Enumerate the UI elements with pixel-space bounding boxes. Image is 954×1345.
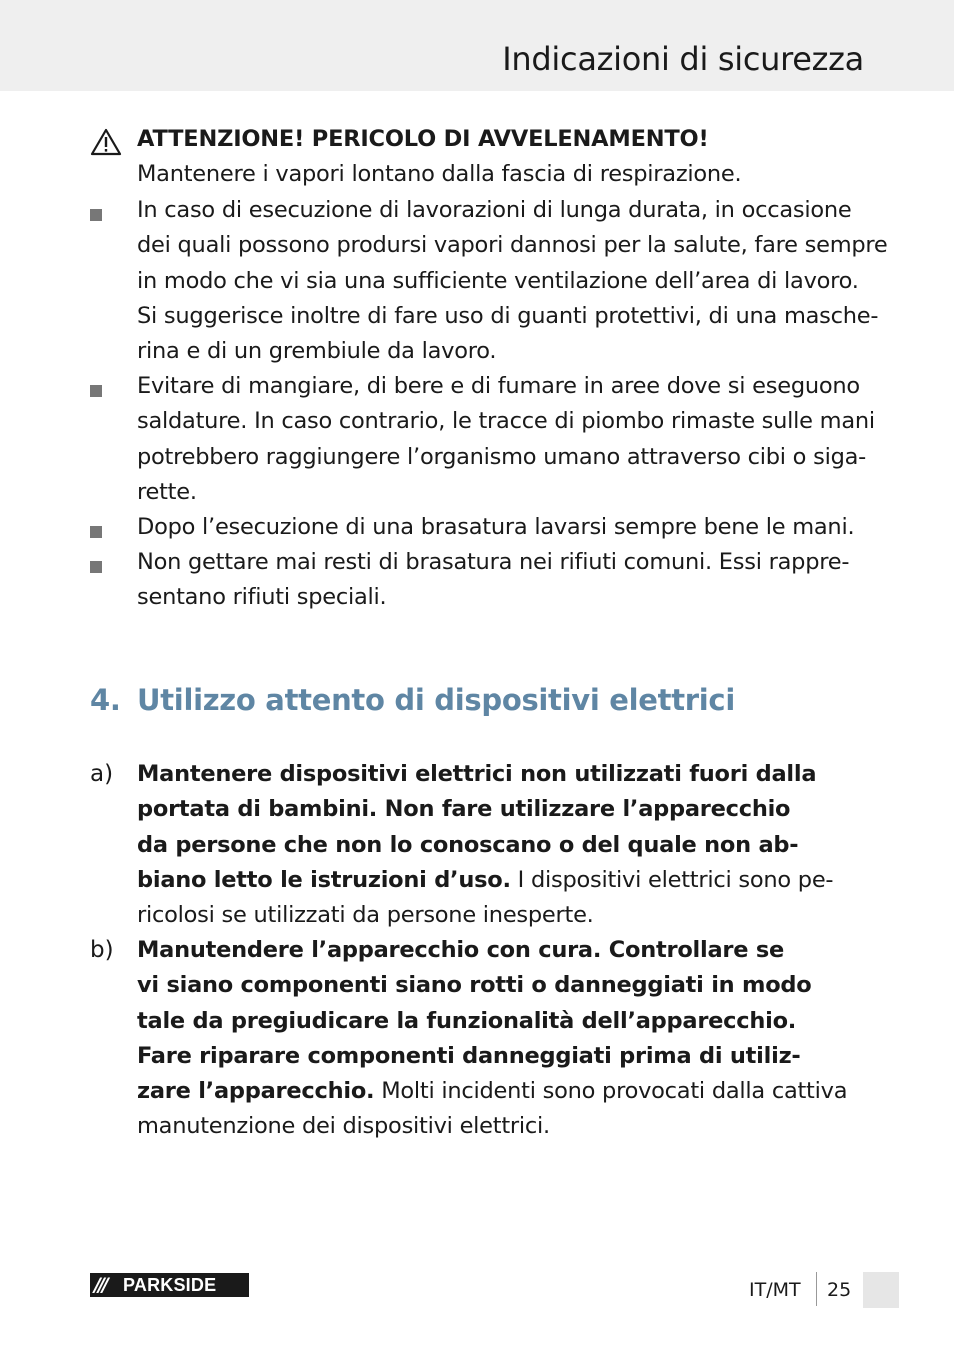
item-line [137,1039,872,1074]
item-line [137,863,872,898]
item-bold-text: vi siano componenti siano rotti o danneggiati in modo [137,972,812,999]
logo-slashes: /// [94,1274,106,1296]
bullet-line: dei quali possono prodursi vapori dannosi per la salute, fare sempre [137,232,888,259]
page-title: Indicazioni di sicurezza [502,40,864,78]
item-line [137,757,872,792]
section-heading [90,683,735,717]
warning-title: ATTENZIONE! PERICOLO DI AVVELENAMENTO! [137,126,709,152]
item-text [137,757,872,933]
bullet-line: Non gettare mai resti di brasatura nei rifiuti comuni. Essi rappre- [137,549,850,575]
item-marker: b) [90,937,114,963]
item-body-text: I dispositivi elettrici sono pe- [510,866,834,893]
bullet-line: in modo che vi sia una sufficiente ventilazione dell’area di lavoro. [137,267,859,294]
warning-body: Mantenere i vapori lontano dalla fascia di respirazione. [137,161,742,188]
section-title: Utilizzo attento di dispositivi elettrici [137,683,735,717]
language-code: IT/MT [749,1279,801,1301]
warning-triangle-icon [90,128,122,156]
bullet-line: saldature. In caso contrario, le tracce di piombo rimaste sulle mani [137,408,875,435]
item-line [137,1074,872,1109]
item-bold-text: tale da pregiudicare la funzionalità dell’apparecchio. [137,1007,797,1034]
bullet-line: potrebbero raggiungere l’organismo umano attraverso cibi o siga- [137,443,867,470]
bullet-line: rina e di un grembiule da lavoro. [137,338,497,365]
bullet-text [137,193,888,369]
item-bold-text: Manutendere l’apparecchio con cura. Controllare se [137,937,784,963]
page-number: 25 [827,1279,852,1301]
bullet-square-icon [90,209,102,221]
item-bold-text: da persone che non lo conoscano o del quale non ab- [137,831,799,858]
bullet-line: In caso di esecuzione di lavorazioni di lunga durata, in occasione [137,197,852,223]
bullet-line: sentano rifiuti speciali. [137,584,387,611]
item-bold-text: biano letto le istruzioni d’uso. [137,866,511,893]
bullet-text [137,369,875,510]
bullet-square-icon [90,561,102,573]
bullet-line: Evitare di mangiare, di bere e di fumare in aree dove si eseguono [137,373,860,399]
bullet-line: Si suggerisce inoltre di fare uso di guanti protettivi, di una masche- [137,302,879,329]
item-text [137,933,872,1145]
item-bold-text: Fare riparare componenti danneggiati prima di utiliz- [137,1042,801,1069]
bullet-text [137,545,872,616]
item-marker: a) [90,761,114,787]
item-bold-text: portata di bambini. Non fare utilizzare l’apparecchio [137,796,791,823]
item-bold-text: Mantenere dispositivi elettrici non utilizzati fuori dalla [137,761,817,787]
bullet-line: Dopo l’esecuzione di una brasatura lavarsi sempre bene le mani. [137,514,855,540]
page-tab-marker [863,1272,899,1308]
item-line [137,1004,872,1039]
item-body-line: manutenzione dei dispositivi elettrici. [137,1113,550,1140]
item-line [137,828,872,863]
warning-text [137,122,872,193]
bullet-line: rette. [137,478,197,505]
item-body-line: ricolosi se utilizzati da persone inesperte. [137,902,594,929]
logo-wordmark: PARKSIDE [123,1275,217,1295]
footer-divider [816,1272,817,1306]
item-line [137,792,872,827]
bullet-square-icon [90,526,102,538]
section-number: 4. [90,683,121,717]
bullet-square-icon [90,385,102,397]
parkside-logo [90,1273,249,1297]
item-body-text: Molti incidenti sono provocati dalla cattiva [374,1078,848,1105]
item-bold-text: zare l’apparecchio. [137,1078,375,1105]
item-line [137,933,872,968]
bullet-text [137,510,872,545]
item-line [137,968,872,1003]
